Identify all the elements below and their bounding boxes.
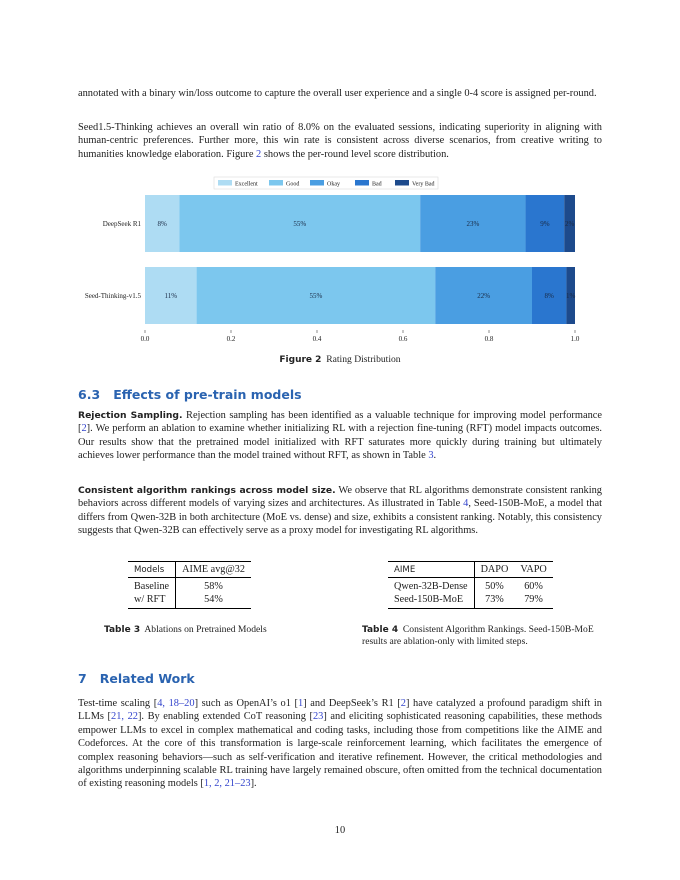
- bar-data-label: 11%: [164, 292, 178, 300]
- citation-link[interactable]: 2: [400, 698, 406, 709]
- table-cell: w/ RFT: [128, 593, 176, 609]
- table-cell: 54%: [176, 593, 251, 609]
- table-ref-link[interactable]: 3: [428, 450, 434, 462]
- x-tick-label: 0.4: [312, 335, 322, 343]
- legend-label: Very Bad: [412, 181, 435, 188]
- table-header: AIME: [388, 562, 474, 578]
- bar-data-label: 55%: [293, 220, 307, 228]
- table-header: VAPO: [514, 562, 552, 578]
- table-cell: 73%: [474, 593, 514, 609]
- rejection-sampling-paragraph: Rejection Sampling. Rejection sampling has been identified as a valuable technique for improving model performance [2]. We perform an ablation to examine whether initializing RL with a rejection fine-tuning (RFT) model impacts outcomes. Our results show that the pretrained model initialized with RFT saturates more quickly during training but ultimately achieves lower performance than the model trained without RFT, as shown in Table 3.: [78, 410, 602, 462]
- win-ratio-paragraph: Seed1.5-Thinking achieves an overall win ratio of 8.0% on the evaluated sessions, indicating superiority in aligning with human-centric preferences. Further more, this win rate is consistent across diverse scenarios, from creative writing to humanities knowledge elaboration. Figure 2 shows the per-round level score distribution.: [78, 122, 602, 160]
- category-label: DeepSeek R1: [102, 220, 141, 228]
- x-tick-label: 0.6: [398, 335, 408, 343]
- citation-link[interactable]: 1, 2, 21–23: [203, 778, 251, 790]
- run-in-heading: Rejection Sampling.: [78, 410, 183, 421]
- legend-swatch: [269, 180, 283, 186]
- x-tick-label: 0.0: [140, 335, 150, 343]
- legend-swatch: [395, 180, 409, 186]
- table-header: Models: [128, 562, 176, 578]
- related-work-paragraph: Test-time scaling [4, 18–20] such as OpenAI’s o1 [1] and DeepSeek’s R1 [2] have catalyzed a profound paradigm shift in LLMs [21, 22]. By enabling extended CoT reasoning [23] and eliciting sophisticated reasoning capabilities, these methods empower LLMs to excel in complex mathematical and coding tasks, including those from competitions like the AIME and Codeforces. At the core of this transformation is large-scale reinforcement learning, which facilitates the emergence of complex reasoning behaviors—such as self-verification and iterative refinement. However, the critical methodologies and algorithms underpinning scalable RL training have largely remained obscure, often omitted from the technical documentation of existing reasoning models [1, 2, 21–23].: [78, 698, 603, 790]
- table-ref-link[interactable]: 4: [463, 498, 469, 510]
- intro-paragraph: [78, 87, 602, 100]
- bar-data-label: 8%: [544, 292, 554, 300]
- table-cell: 58%: [204, 581, 223, 592]
- chart-bars: [145, 195, 576, 324]
- citation-link[interactable]: 21, 22: [111, 711, 138, 723]
- run-in-heading: Consistent algorithm rankings across model size.: [78, 485, 336, 496]
- bar-data-label: 8%: [157, 220, 167, 228]
- legend-label: Good: [286, 181, 300, 188]
- table-cell: Seed-150B-MoE: [388, 593, 474, 609]
- figure-caption-label: Figure 2: [279, 355, 322, 365]
- table-header: AIME avg@32: [176, 562, 251, 578]
- table-header: DAPO: [474, 562, 514, 578]
- table-4-caption: Table 4 Consistent Algorithm Rankings. Seed-150B-MoE results are ablation-only with limited steps.: [362, 624, 594, 647]
- intro-text: annotated with a binary win/loss outcome to capture the overall user experience and a single 0-4 score is assigned per-round.: [78, 88, 597, 99]
- table-cell: Qwen-32B-Dense: [388, 578, 474, 594]
- consistent-rankings-paragraph: Consistent algorithm rankings across model size. We observe that RL algorithms demonstrate consistent ranking behaviors across different models of varying sizes and architectures. As illustrated in Table 4, Seed-150B-MoE, a model that differs from Qwen-32B in both architecture (MoE vs. dense) and size, exhibits a consistent ranking. Notably, this consistency suggests that Qwen-32B can effectively serve as a proxy model for investigating RL algorithms.: [78, 485, 603, 537]
- table-cell: 60%: [524, 581, 543, 592]
- bar-data-label: 9%: [540, 220, 550, 228]
- x-tick-label: 1.0: [570, 335, 580, 343]
- figure-caption: Figure 2 Rating Distribution: [279, 354, 401, 365]
- bar-data-label: 2%: [564, 220, 575, 228]
- citation-link[interactable]: 23: [312, 711, 324, 723]
- bar-data-label: 23%: [466, 220, 480, 228]
- table-3-caption: Table 3 Ablations on Pretrained Models: [104, 624, 267, 635]
- chart-legend: [214, 177, 438, 189]
- legend-label: Bad: [372, 181, 382, 188]
- table-3: [128, 561, 251, 609]
- section-heading-6-3: 6.3 Effects of pre-train models: [78, 387, 302, 402]
- x-tick-label: 0.2: [226, 335, 236, 343]
- citation-link[interactable]: 1: [298, 698, 304, 709]
- bar-data-label: 22%: [477, 292, 491, 300]
- page-number: 10: [334, 825, 346, 836]
- legend-swatch: [218, 180, 232, 186]
- legend-swatch: [355, 180, 369, 186]
- category-label: Seed-Thinking-v1.5: [84, 292, 141, 300]
- x-tick-label: 0.8: [484, 335, 494, 343]
- chart-x-axis: [141, 330, 580, 343]
- legend-label: Excellent: [235, 181, 258, 188]
- figure-ref-link[interactable]: 2: [256, 148, 262, 160]
- legend-label: Okay: [327, 181, 340, 188]
- table-cell: 79%: [514, 593, 552, 609]
- rating-distribution-chart: [78, 172, 602, 347]
- table-cell: Baseline: [128, 578, 176, 594]
- table-cell: 50%: [485, 581, 504, 592]
- citation-link[interactable]: 2: [81, 423, 87, 435]
- legend-swatch: [310, 180, 324, 186]
- bar-data-label: 55%: [309, 292, 323, 300]
- chart-category-labels: [85, 220, 142, 300]
- table-4: [388, 561, 553, 609]
- bar-data-label: 1%: [566, 292, 576, 300]
- section-heading-7: 7 Related Work: [78, 671, 195, 686]
- citation-link[interactable]: 4, 18–20: [157, 698, 195, 709]
